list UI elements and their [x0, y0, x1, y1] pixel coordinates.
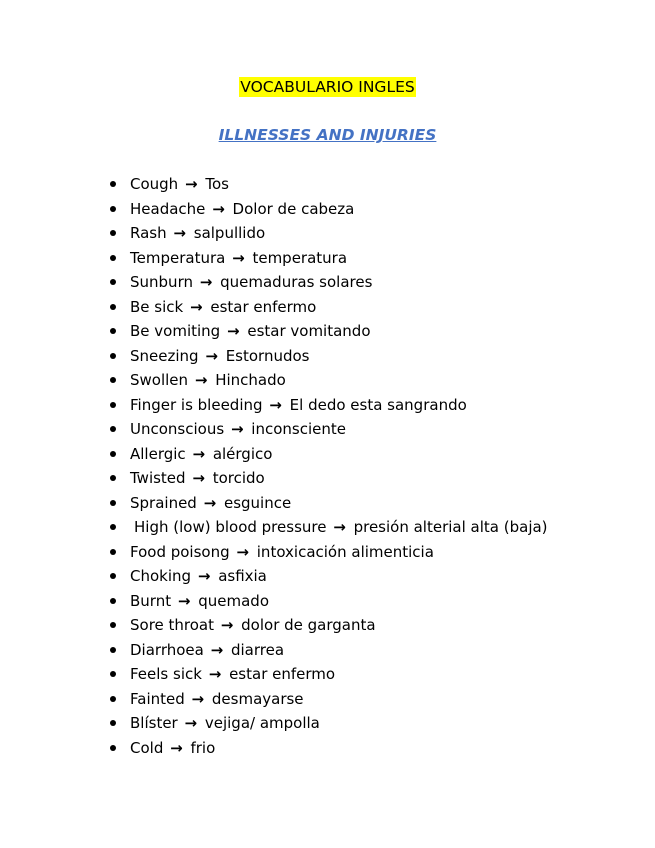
english-term: Swollen — [130, 371, 189, 389]
spanish-term: dolor de garganta — [241, 616, 376, 634]
bullet-icon — [110, 377, 116, 383]
vocab-entry — [130, 221, 265, 246]
english-term: Food poisong — [130, 542, 230, 561]
vocab-entry — [130, 613, 376, 638]
bullet-icon — [110, 181, 116, 187]
bullet-icon — [110, 598, 116, 604]
vocab-entry — [130, 687, 304, 712]
vocab-entry — [130, 491, 291, 516]
arrow-right-icon: → — [232, 248, 245, 267]
english-term: Choking — [130, 567, 192, 585]
list-item — [0, 589, 640, 614]
bullet-icon — [110, 622, 116, 628]
list-item — [0, 417, 640, 442]
list-item — [0, 319, 640, 344]
list-item — [0, 221, 640, 246]
list-item — [0, 662, 640, 687]
list-item — [0, 442, 640, 467]
spanish-term: estar enfermo — [229, 665, 336, 683]
bullet-icon — [110, 549, 116, 555]
vocab-entry — [130, 172, 229, 197]
vocab-entry — [134, 515, 548, 540]
vocab-entry — [130, 736, 215, 761]
spanish-term: torcido — [212, 469, 265, 487]
vocab-entry — [130, 638, 284, 663]
arrow-right-icon: → — [212, 199, 225, 218]
spanish-term: inconsciente — [251, 420, 346, 438]
arrow-right-icon: → — [333, 518, 346, 536]
spanish-term: alérgico — [212, 444, 273, 463]
vocab-entry — [130, 197, 354, 222]
list-item — [0, 368, 640, 393]
list-item — [0, 564, 640, 589]
arrow-right-icon: → — [269, 395, 282, 414]
subtitle-container — [0, 125, 655, 145]
bullet-icon — [110, 647, 116, 653]
arrow-right-icon: → — [236, 542, 249, 561]
vocab-entry — [130, 295, 316, 320]
list-item — [0, 687, 640, 712]
arrow-right-icon: → — [170, 738, 183, 757]
list-item — [0, 270, 640, 295]
english-term: Fainted — [130, 689, 185, 708]
english-term: Be vomiting — [130, 322, 221, 340]
english-term: Twisted — [130, 469, 186, 487]
vocab-entry — [130, 662, 335, 687]
spanish-term: Estornudos — [225, 346, 310, 365]
arrow-right-icon: → — [173, 224, 186, 242]
bullet-icon — [110, 720, 116, 726]
english-term: Rash — [130, 224, 167, 242]
arrow-right-icon: → — [210, 640, 224, 659]
spanish-term: asfixia — [218, 567, 267, 585]
arrow-right-icon: → — [189, 297, 203, 316]
arrow-right-icon: → — [177, 591, 191, 610]
english-term: Headache — [130, 199, 206, 218]
arrow-right-icon: → — [199, 273, 213, 291]
arrow-right-icon: → — [184, 175, 198, 193]
spanish-term: presión alterial alta (baja) — [353, 518, 548, 536]
spanish-term: salpullido — [193, 224, 266, 242]
spanish-term: Dolor de cabeza — [232, 199, 355, 218]
bullet-icon — [110, 573, 116, 579]
spanish-term: estar vomitando — [247, 322, 371, 340]
spanish-term: intoxicación alimenticia — [256, 542, 434, 561]
arrow-right-icon: → — [226, 322, 240, 340]
vocab-entry — [130, 589, 269, 614]
spanish-term: quemado — [198, 591, 269, 610]
spanish-term: Tos — [205, 175, 229, 193]
english-term: Finger is bleeding — [130, 395, 263, 414]
bullet-icon — [110, 255, 116, 261]
arrow-right-icon: → — [220, 616, 234, 634]
arrow-right-icon: → — [184, 714, 198, 732]
document-subtitle: ILLNESSES AND INJURIES — [218, 126, 437, 144]
list-item — [0, 295, 640, 320]
english-term: Sore throat — [130, 616, 215, 634]
english-term: Be sick — [130, 297, 184, 316]
english-term: Sunburn — [130, 273, 193, 291]
list-item — [0, 638, 640, 663]
arrow-right-icon: → — [197, 567, 211, 585]
list-item — [0, 197, 640, 222]
spanish-term: estar enfermo — [210, 297, 317, 316]
english-term: Unconscious — [130, 420, 225, 438]
list-item — [0, 344, 640, 369]
vocab-entry — [130, 246, 347, 271]
vocab-entry — [130, 417, 346, 442]
bullet-icon — [110, 304, 116, 310]
english-term: Diarrhoea — [130, 640, 204, 659]
spanish-term: quemaduras solares — [220, 273, 373, 291]
vocab-entry — [130, 319, 371, 344]
list-item — [0, 172, 640, 197]
bullet-icon — [110, 402, 116, 408]
document-title: VOCABULARIO INGLES — [240, 78, 415, 96]
english-term: Sprained — [130, 493, 197, 512]
spanish-term: Hinchado — [215, 371, 286, 389]
arrow-right-icon: → — [194, 371, 208, 389]
bullet-icon — [110, 206, 116, 212]
bullet-icon — [110, 745, 116, 751]
vocab-entry — [130, 442, 272, 467]
vocab-entry — [130, 393, 467, 418]
vocab-entry — [130, 564, 267, 589]
bullet-icon — [110, 353, 116, 359]
bullet-icon — [110, 230, 116, 236]
bullet-icon — [110, 671, 116, 677]
spanish-term: desmayarse — [211, 689, 304, 708]
spanish-term: temperatura — [252, 248, 348, 267]
spanish-term: frio — [190, 738, 216, 757]
english-term: Allergic — [130, 444, 186, 463]
spanish-term: esguince — [223, 493, 292, 512]
bullet-icon — [110, 328, 116, 334]
arrow-right-icon: → — [192, 469, 205, 487]
bullet-icon — [110, 279, 116, 285]
vocab-entry — [130, 270, 372, 295]
spanish-term: El dedo esta sangrando — [289, 395, 467, 414]
list-item — [0, 466, 640, 491]
vocabulary-list — [0, 172, 640, 760]
list-item — [0, 613, 640, 638]
list-item — [0, 711, 640, 736]
english-term: Blíster — [130, 714, 178, 732]
english-term: Cold — [130, 738, 164, 757]
arrow-right-icon: → — [192, 444, 206, 463]
arrow-right-icon: → — [191, 689, 205, 708]
spanish-term: vejiga/ ampolla — [204, 714, 320, 732]
vocab-entry — [130, 466, 265, 491]
list-item — [0, 246, 640, 271]
vocab-entry — [130, 368, 286, 393]
bullet-icon — [110, 475, 116, 481]
arrow-right-icon: → — [205, 346, 218, 365]
bullet-icon — [110, 500, 116, 506]
title-container — [0, 77, 655, 97]
list-item — [0, 491, 640, 516]
english-term: Feels sick — [130, 665, 202, 683]
spanish-term: diarrea — [230, 640, 285, 659]
list-item — [0, 515, 640, 540]
bullet-icon — [110, 426, 116, 432]
bullet-icon — [110, 451, 116, 457]
list-item — [0, 393, 640, 418]
bullet-icon — [110, 524, 116, 530]
vocab-entry — [130, 540, 434, 565]
vocab-entry — [130, 344, 310, 369]
arrow-right-icon: → — [208, 665, 222, 683]
english-term: Burnt — [130, 591, 172, 610]
list-item — [0, 736, 640, 761]
english-term: Temperatura — [130, 248, 226, 267]
english-term: Cough — [130, 175, 179, 193]
bullet-icon — [110, 696, 116, 702]
english-term: High (low) blood pressure — [134, 518, 327, 536]
list-item — [0, 540, 640, 565]
english-term: Sneezing — [130, 346, 199, 365]
vocab-entry — [130, 711, 320, 736]
arrow-right-icon: → — [230, 420, 244, 438]
arrow-right-icon: → — [203, 493, 217, 512]
